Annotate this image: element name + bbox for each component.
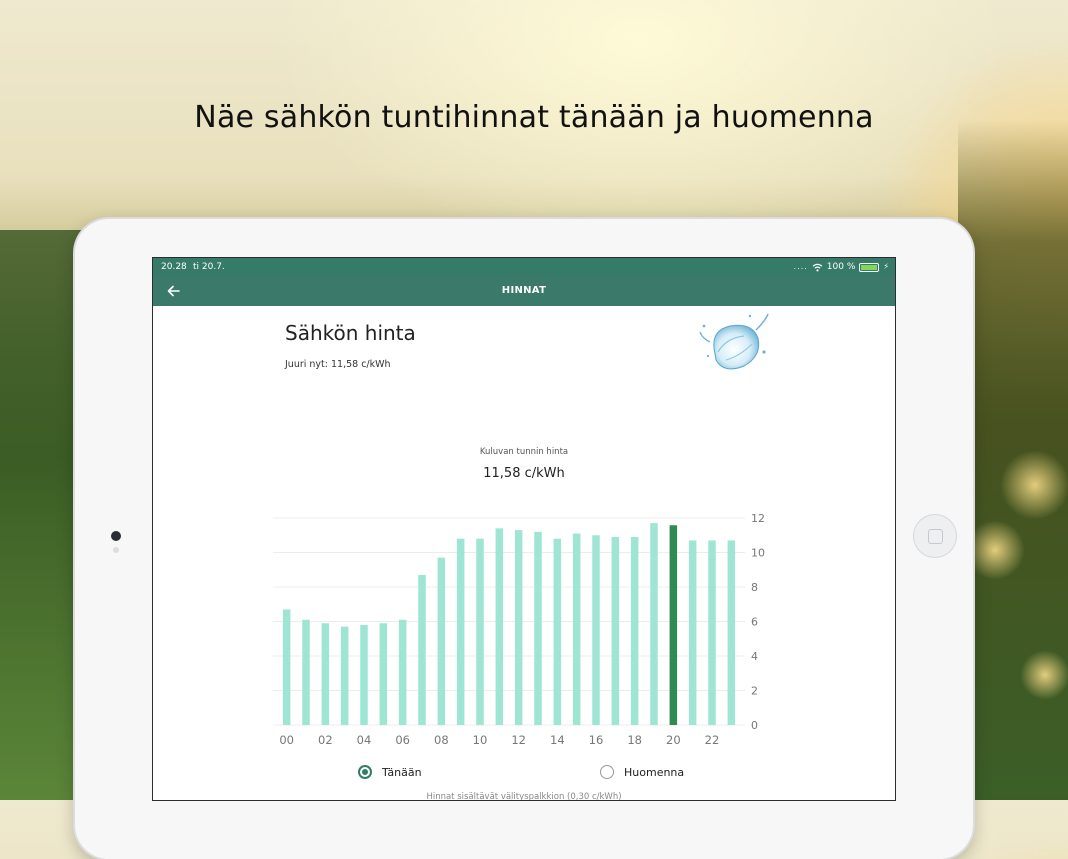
app-screen bbox=[153, 258, 895, 800]
y-tick-label: 0 bbox=[751, 719, 758, 732]
current-hour-label: Kuluvan tunnin hinta bbox=[479, 447, 569, 457]
footnote: Hinnat sisältävät välityspalkkion (0,30 c/kWh) bbox=[426, 792, 622, 800]
x-tick-label: 20 bbox=[666, 733, 681, 747]
bar bbox=[496, 528, 504, 725]
status-date: ti 20.7. bbox=[193, 262, 225, 272]
app-bar bbox=[153, 276, 895, 306]
x-tick-label: 22 bbox=[704, 733, 720, 747]
home-button[interactable] bbox=[913, 514, 957, 558]
bar bbox=[631, 537, 639, 725]
radio-today-button[interactable] bbox=[358, 765, 372, 779]
bokeh-light bbox=[1000, 450, 1068, 520]
bar bbox=[322, 623, 329, 725]
headline: Näe sähkön tuntihinnat tänään ja huomenna bbox=[194, 100, 874, 135]
bar bbox=[418, 575, 426, 725]
y-tick-label: 6 bbox=[751, 615, 758, 629]
camera-dot bbox=[111, 531, 121, 541]
bar bbox=[554, 539, 562, 725]
bokeh-light bbox=[965, 520, 1025, 580]
bar bbox=[399, 620, 407, 725]
radio-tomorrow-button[interactable] bbox=[600, 765, 614, 779]
bar bbox=[592, 535, 600, 725]
current-hour-value: 11,58 c/kWh bbox=[483, 466, 565, 481]
y-tick-label: 4 bbox=[751, 650, 758, 663]
x-tick-label: 14 bbox=[550, 733, 565, 747]
bar bbox=[380, 623, 388, 725]
bar bbox=[728, 540, 736, 725]
radio-today[interactable] bbox=[358, 762, 422, 782]
x-tick-label: 08 bbox=[434, 733, 449, 747]
x-tick-label: 12 bbox=[511, 733, 526, 747]
bar bbox=[360, 625, 368, 725]
battery-icon bbox=[859, 263, 879, 272]
wifi-icon bbox=[812, 263, 823, 272]
radio-today-label: Tänään bbox=[382, 765, 422, 779]
signal-dots: .... bbox=[793, 262, 808, 271]
y-tick-label: 8 bbox=[751, 581, 758, 594]
charging-icon: ⚡ bbox=[883, 262, 889, 271]
battery-percent: 100 % bbox=[826, 262, 856, 272]
radio-tomorrow[interactable] bbox=[600, 762, 684, 782]
bar bbox=[457, 539, 465, 725]
x-tick-label: 18 bbox=[627, 733, 642, 747]
x-tick-label: 02 bbox=[318, 733, 333, 747]
x-tick-label: 16 bbox=[588, 733, 604, 747]
page-title: Sähkön hinta bbox=[285, 321, 416, 345]
x-tick-label: 04 bbox=[356, 733, 372, 747]
bar bbox=[438, 558, 446, 725]
bar bbox=[341, 627, 349, 725]
bar bbox=[476, 539, 484, 725]
bar bbox=[708, 540, 716, 725]
bar-current-hour bbox=[670, 525, 678, 725]
current-price-text: Juuri nyt: 11,58 c/kWh bbox=[285, 359, 391, 370]
bar bbox=[534, 532, 542, 725]
bar bbox=[302, 620, 310, 725]
radio-tomorrow-label: Huomenna bbox=[624, 765, 685, 779]
bar bbox=[515, 530, 523, 725]
status-time: 20.28 bbox=[161, 262, 187, 272]
sensor-dot bbox=[113, 547, 119, 553]
x-tick-label: 10 bbox=[472, 733, 488, 747]
bar bbox=[689, 540, 697, 725]
bar bbox=[283, 609, 291, 725]
y-tick-label: 10 bbox=[751, 546, 765, 560]
x-tick-label: 00 bbox=[279, 733, 294, 747]
appbar-title: HINNAT bbox=[501, 285, 547, 296]
bar bbox=[612, 537, 620, 725]
hourly-price-chart bbox=[263, 508, 783, 758]
y-tick-label: 12 bbox=[751, 512, 765, 525]
x-tick-label: 06 bbox=[395, 733, 410, 747]
bokeh-light bbox=[1020, 650, 1068, 700]
status-bar bbox=[153, 258, 895, 276]
y-tick-label: 2 bbox=[751, 684, 758, 698]
bar bbox=[650, 523, 658, 725]
bar bbox=[573, 534, 581, 725]
water-splash-logo bbox=[696, 308, 772, 380]
